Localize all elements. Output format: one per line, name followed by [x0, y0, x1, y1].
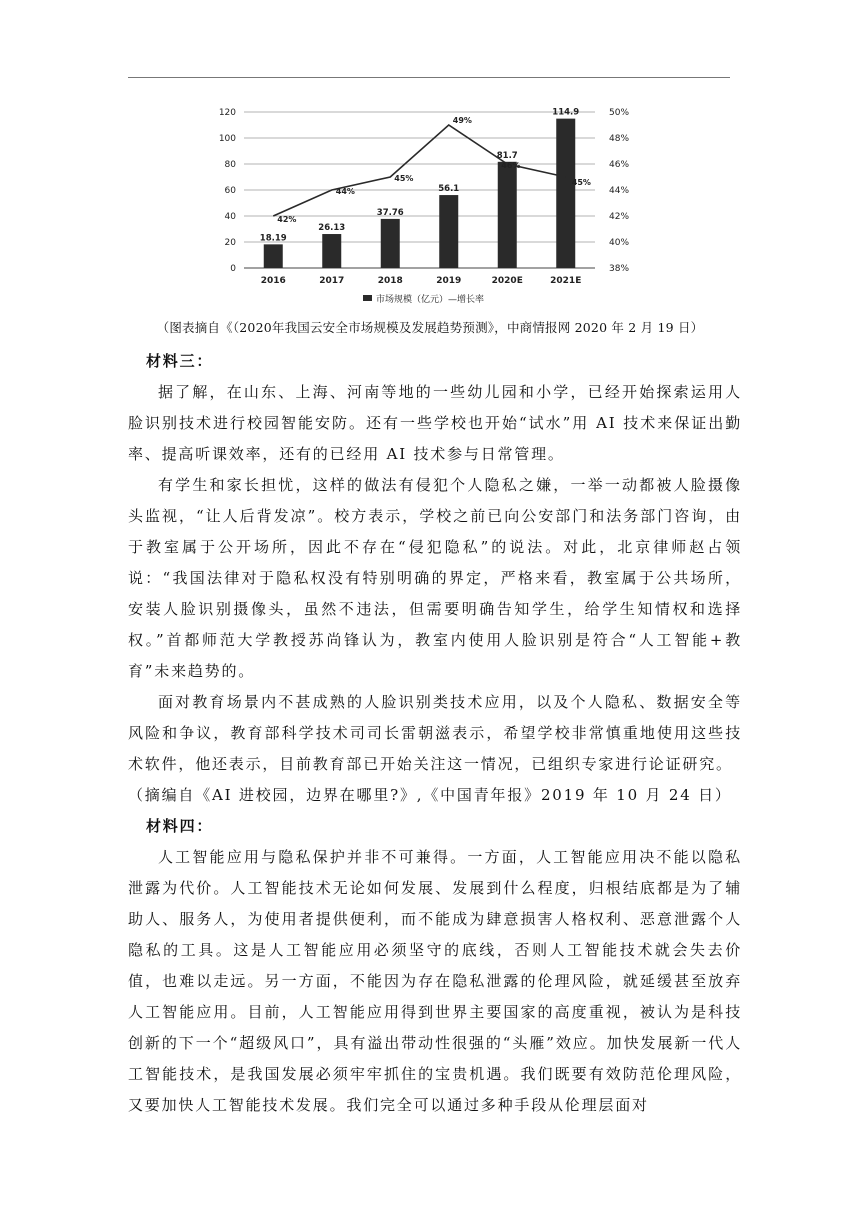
top-rule [128, 77, 730, 78]
left-tick-label: 40 [224, 212, 236, 222]
bar-value-label: 18.19 [259, 233, 287, 244]
material4-paragraph: 人工智能应用与隐私保护并非不可兼得。一方面，人工智能应用决不能以隐私泄露为代价。人工智能技术无论如何发展、发展到什么程度，归根结底都是为了辅助人、服务人，为使用者提供便利，而不能成为肆意损害人格权利、恶意泄露个人隐私的工具。这是人工智能应用必须坚守的底线，否则人工智能技术就会失去价值，也难以走远。另一方面，不能因为存在隐私泄露的伦理风险，就延缓甚至放弃人工智能应用。目前，人工智能应用得到世界主要国家的高度重视，被认为是科技创新的下一个“超级风口”，具有溢出带动性很强的“头雁”效应。加快发展新一代人工智能技术，是我国发展必须牢牢抓住的宝贵机遇。我们既要有效防范伦理风险，又要加快人工智能技术发展。我们完全可以通过多种手段从伦理层面对 [128, 848, 742, 1114]
category-label: 2019 [436, 276, 462, 286]
growth-label: 45% [571, 178, 591, 187]
bar [381, 219, 400, 268]
right-tick-label: 50% [609, 108, 630, 118]
growth-label: 45% [394, 174, 414, 183]
left-tick-label: 60 [224, 186, 236, 196]
material3-paragraph-1: 据了解，在山东、上海、河南等地的一些幼儿园和小学，已经开始探索运用人脸识别技术进行校园智能安防。还有一些学校也开始“试水”用 AI 技术来保证出勤率、提高听课效率，还有的已经用 AI 技术参与日常管理。 [128, 383, 742, 463]
bar-value-label: 26.13 [318, 223, 346, 234]
growth-label: 42% [277, 215, 297, 224]
material3-paragraph-3: 面对教育场景内不甚成熟的人脸识别类技术应用，以及个人隐私、数据安全等风险和争议，教育部科学技术司司长雷朝滋表示，希望学校非常慎重地使用这些技术软件，他还表示，目前教育部已开始关注这一情况，已组织专家进行论证研究。 [128, 693, 742, 773]
category-label: 2020E [491, 276, 523, 286]
right-tick-label: 40% [609, 238, 630, 248]
gridlines [244, 112, 595, 268]
growth-line [273, 116, 591, 224]
category-label: 2017 [319, 276, 345, 286]
left-tick-label: 20 [224, 238, 236, 248]
bar [264, 244, 283, 268]
left-axis-ticks [219, 108, 236, 274]
category-label: 2021E [550, 276, 582, 286]
bar [498, 162, 517, 268]
bar [322, 234, 341, 268]
material3-source: （摘编自《AI 进校园，边界在哪里?》,《中国青年报》2019 年 10 月 24 日） [128, 786, 732, 804]
left-tick-label: 80 [224, 160, 236, 170]
legend [363, 293, 484, 305]
left-tick-label: 120 [218, 108, 236, 118]
category-label: 2018 [377, 276, 403, 286]
category-label: 2016 [260, 276, 286, 286]
article-body [128, 346, 742, 1121]
right-tick-label: 44% [609, 186, 630, 196]
bars [260, 108, 579, 268]
bar [556, 119, 575, 268]
right-tick-label: 46% [609, 160, 630, 170]
chart-caption: （图表摘自《（2020年我国云安全市场规模及发展趋势预测》，中商情报网 2020 年 2 月 19 日） [156, 320, 704, 335]
x-axis-ticks [261, 276, 582, 286]
material3-heading: 材料三： [146, 352, 214, 370]
bar-value-label: 37.76 [376, 207, 404, 218]
bar [439, 195, 458, 268]
legend-swatch [363, 295, 372, 301]
material4-heading: 材料四： [146, 817, 214, 835]
right-tick-label: 38% [609, 264, 630, 274]
legend-label: 市场规模（亿元）—增长率 [376, 295, 485, 305]
left-tick-label: 100 [218, 134, 236, 144]
material3-paragraph-2: 有学生和家长担忧，这样的做法有侵犯个人隐私之嫌，一举一动都被人脸摄像头监视，“让人后背发凉”。校方表示，学校之前已向公安部门和法务部门咨询，由于教室属于公开场所，因此不存在“侵犯隐私”的说法。对此，北京律师赵占领说：“我国法律对于隐私权没有特别明确的界定，严格来看，教室属于公共场所，安装人脸识别摄像头，虽然不违法，但需要明确告知学生，给学生知情权和选择权。”首都师范大学教授苏尚锋认为，教室内使用人脸识别是符合“人工智能+教育”未来趋势的。 [128, 476, 742, 680]
right-tick-label: 42% [609, 212, 630, 222]
right-tick-label: 48% [609, 134, 630, 144]
growth-polyline [273, 125, 566, 216]
bar-value-label: 81.7 [496, 150, 518, 161]
growth-label: 46% [501, 161, 521, 170]
bar-value-label: 114.9 [552, 107, 580, 118]
market-size-chart [200, 100, 660, 312]
bar-value-label: 56.1 [438, 184, 460, 195]
growth-label: 44% [335, 187, 355, 196]
right-axis-ticks [609, 108, 629, 274]
left-tick-label: 0 [230, 264, 236, 274]
growth-label: 49% [452, 116, 472, 125]
